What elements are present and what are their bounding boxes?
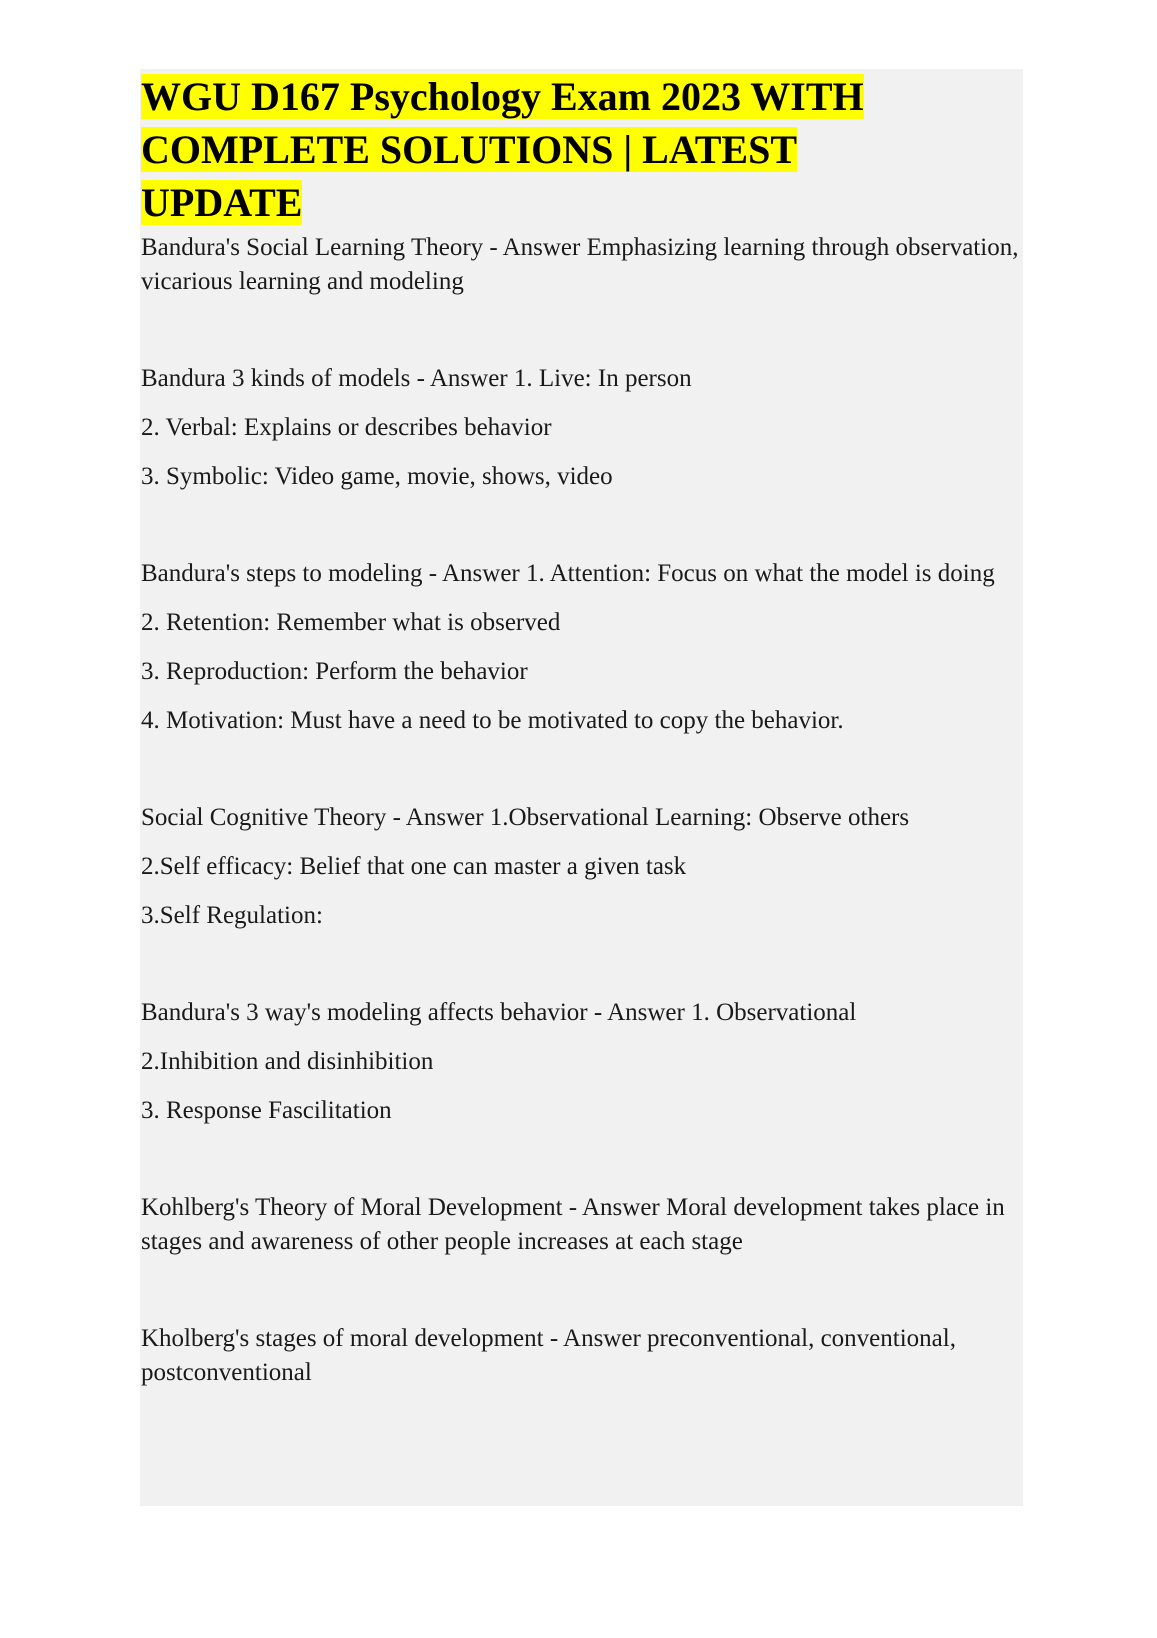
qa-line: 2. Verbal: Explains or describes behavior [141,414,552,441]
qa-line: Social Cognitive Theory - Answer 1.Observational Learning: Observe others [141,804,910,831]
qa-entry-kohlberg-stages [141,1322,1021,1390]
qa-line: 3. Response Fascilitation [141,1097,392,1124]
qa-entry-modeling-affects-behavior [141,996,1021,1128]
qa-entry-social-cognitive-theory [141,801,1021,933]
qa-line: 3. Reproduction: Perform the behavior [141,658,528,685]
qa-line: Kholberg's stages of moral development - Answer preconventional, conventional, postconventional [141,1325,956,1386]
document-body [141,70,1021,1390]
qa-line: 3.Self Regulation: [141,902,323,929]
qa-line: Bandura 3 kinds of models - Answer 1. Live: In person [141,365,692,392]
title-line: COMPLETE SOLUTIONS | LATEST [141,127,798,172]
qa-line: 2.Inhibition and disinhibition [141,1048,434,1075]
qa-line: Kohlberg's Theory of Moral Development - Answer Moral development takes place in stages and awareness of other people increases at each stage [141,1194,1005,1255]
qa-line: 3. Symbolic: Video game, movie, shows, video [141,463,613,490]
qa-line: 2. Retention: Remember what is observed [141,609,561,636]
qa-entry-steps-to-modeling [141,557,1021,738]
qa-line: Bandura's steps to modeling - Answer 1. Attention: Focus on what the model is doing [141,560,995,587]
document-title [141,70,1021,229]
title-line: UPDATE [141,180,303,225]
qa-line: Bandura's Social Learning Theory - Answer Emphasizing learning through observation, vicarious learning and modeling [141,234,1019,295]
qa-entry-kinds-of-models [141,362,1021,494]
qa-line: 2.Self efficacy: Belief that one can master a given task [141,853,687,880]
qa-entry-social-learning-theory [141,231,1021,299]
qa-line: Bandura's 3 way's modeling affects behavior - Answer 1. Observational [141,999,857,1026]
qa-entry-kohlberg-theory [141,1191,1021,1259]
qa-line: 4. Motivation: Must have a need to be motivated to copy the behavior. [141,707,844,734]
title-line: WGU D167 Psychology Exam 2023 WITH [141,74,864,119]
